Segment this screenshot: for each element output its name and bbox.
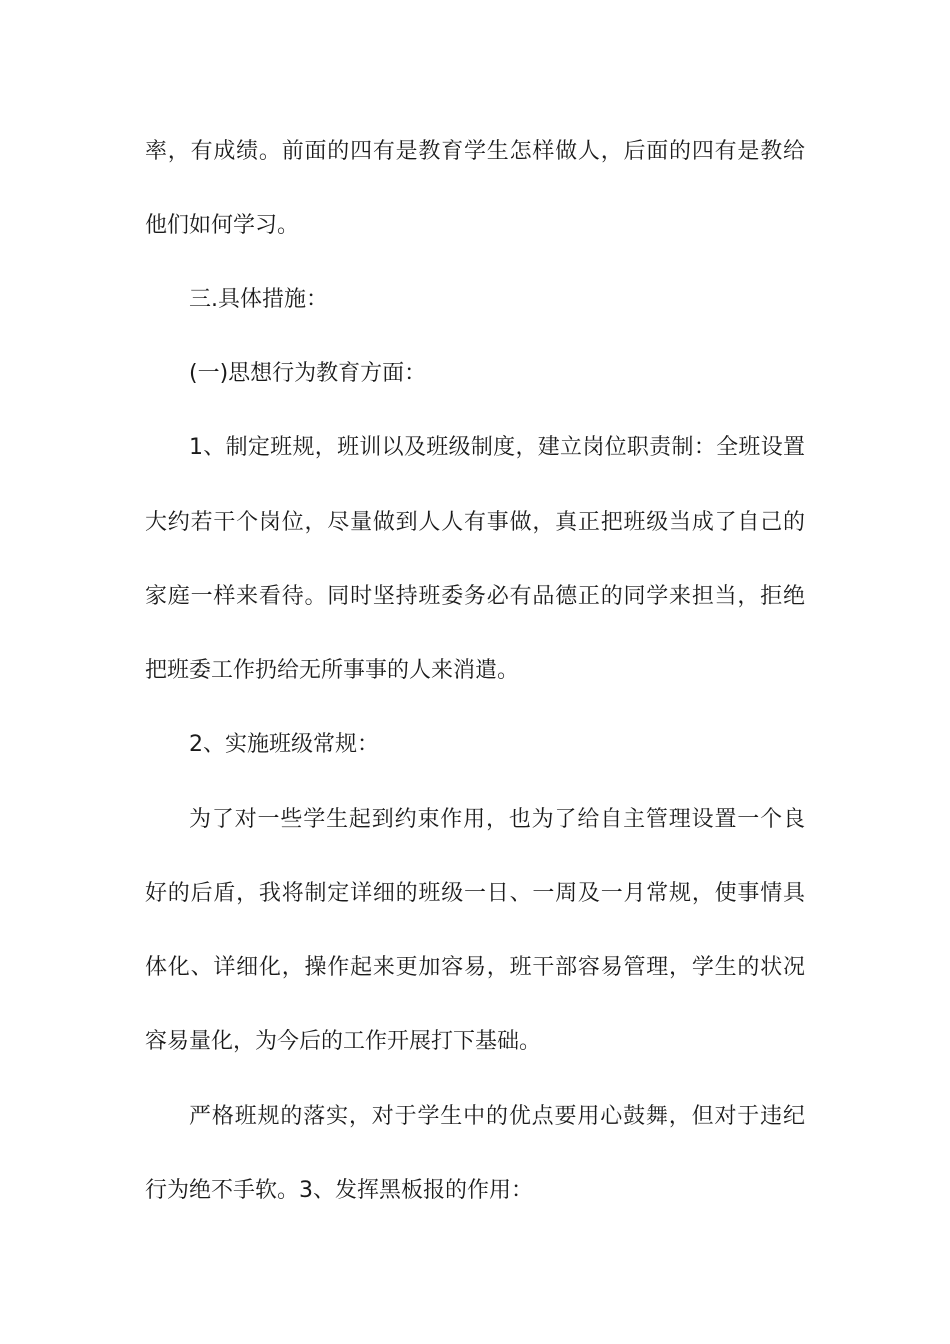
text-line: 家庭一样来看待。同时坚持班委务必有品德正的同学来担当，拒绝 <box>145 584 805 609</box>
text-line: 率，有成绩。前面的四有是教育学生怎样做人，后面的四有是教给 <box>145 139 805 164</box>
text-line: 容易量化，为今后的工作开展打下基础。 <box>145 1029 542 1054</box>
section-heading: 三.具体措施： <box>189 287 328 312</box>
text-line: 行为绝不手软。3、发挥黑板报的作用： <box>145 1178 533 1203</box>
text-line: 体化、详细化，操作起来更加容易，班干部容易管理，学生的状况 <box>145 955 805 980</box>
item-heading: 2、实施班级常规： <box>189 732 379 757</box>
text-line: 1、制定班规，班训以及班级制度，建立岗位职责制：全班设置 <box>189 435 805 460</box>
text-line: 他们如何学习。 <box>145 213 300 238</box>
text-line: 好的后盾，我将制定详细的班级一日、一周及一月常规，使事情具 <box>145 881 805 906</box>
text-line: 为了对一些学生起到约束作用，也为了给自主管理设置一个良 <box>189 807 805 832</box>
subsection-heading: (一)思想行为教育方面： <box>189 361 427 386</box>
text-line: 严格班规的落实，对于学生中的优点要用心鼓舞，但对于违纪 <box>189 1104 805 1129</box>
text-line: 把班委工作扔给无所事事的人来消遣。 <box>145 658 520 683</box>
text-line: 大约若干个岗位，尽量做到人人有事做，真正把班级当成了自己的 <box>145 510 805 535</box>
